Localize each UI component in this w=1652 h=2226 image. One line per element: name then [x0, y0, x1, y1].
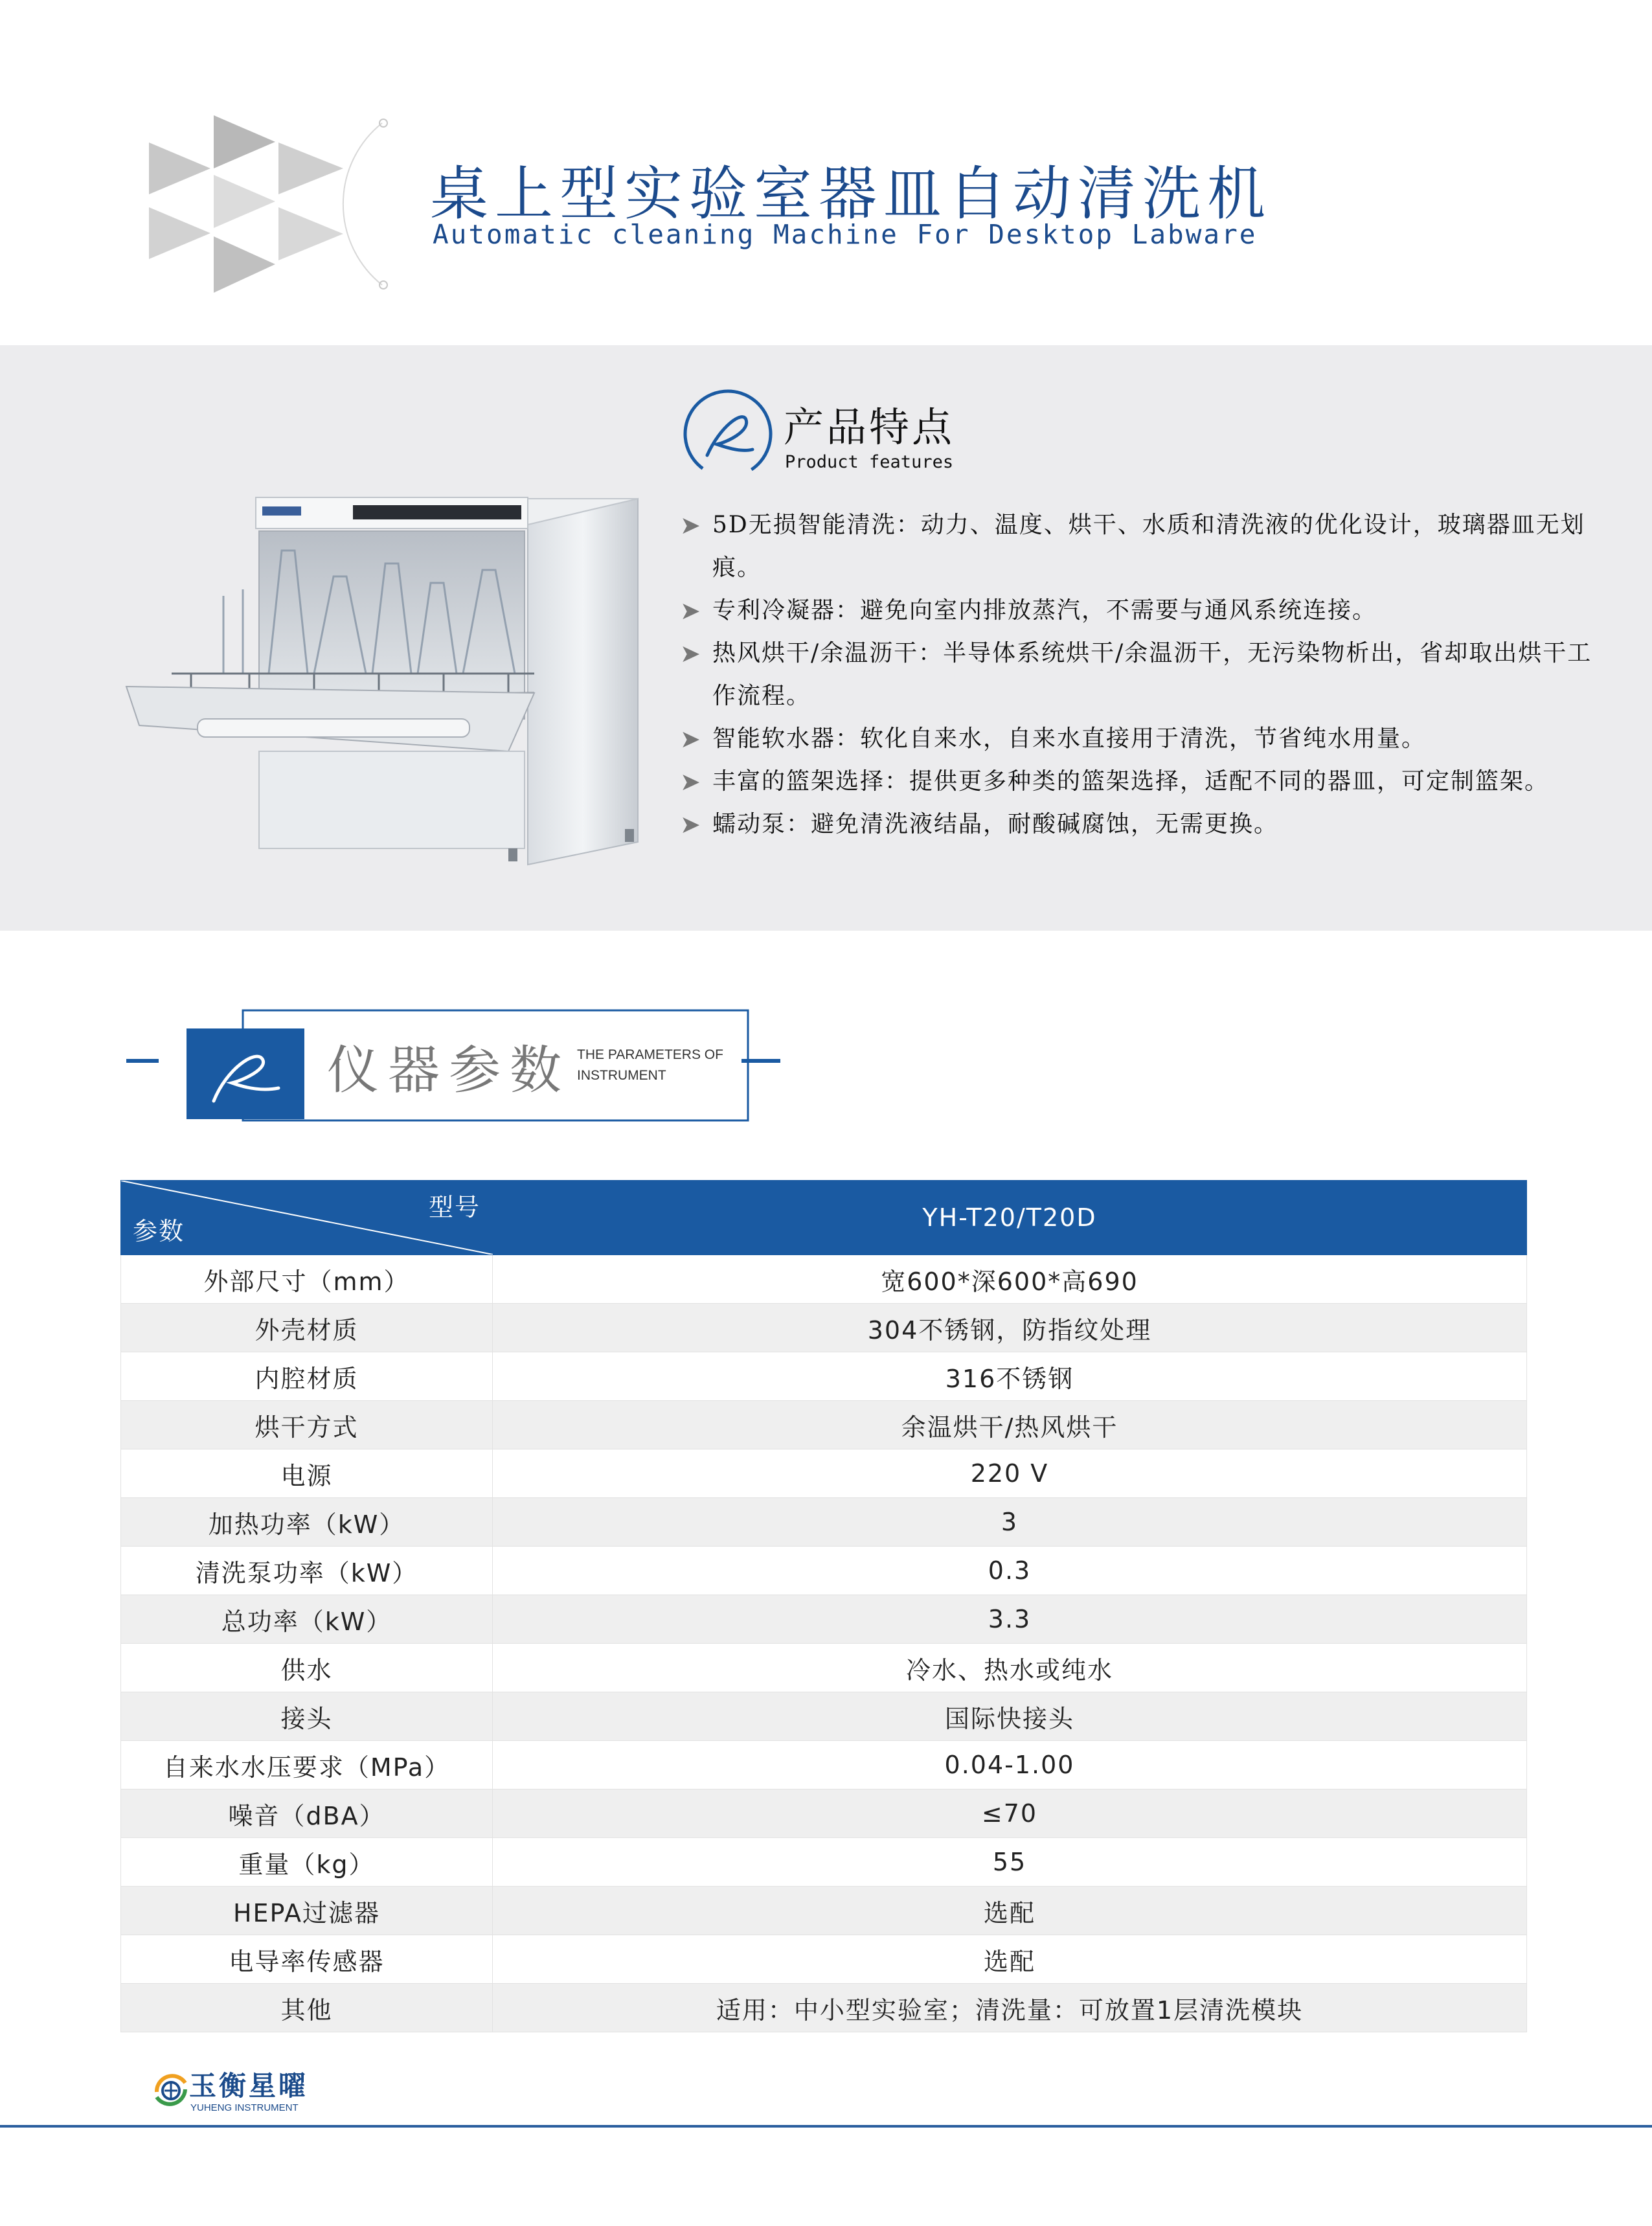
page-subtitle-en: Automatic cleaning Machine For Desktop Labware — [433, 219, 1258, 250]
table-row — [121, 1935, 1527, 1984]
row-label: 电导率传感器 — [121, 1935, 493, 1984]
table-header-model: YH-T20/T20D — [493, 1181, 1527, 1255]
row-label: 自来水水压要求（MPa） — [121, 1741, 493, 1789]
row-value: 0.3 — [493, 1547, 1527, 1595]
page-title: 桌上型实验室器皿自动清洗机 — [430, 160, 1272, 228]
row-label: 电源 — [121, 1449, 493, 1498]
row-label: 其他 — [121, 1984, 493, 2032]
product-image — [120, 479, 657, 868]
row-label: 噪音（dBA） — [121, 1789, 493, 1838]
row-value: 适用：中小型实验室；清洗量：可放置1层清洗模块 — [493, 1984, 1527, 2032]
row-value: 冷水、热水或纯水 — [493, 1644, 1527, 1692]
list-item: ➤ 丰富的篮架选择：提供更多种类的篮架选择，适配不同的器皿，可定制篮架。 — [680, 760, 1612, 803]
row-label: 重量（kg） — [121, 1838, 493, 1887]
table-row — [121, 1449, 1527, 1498]
header-model-label: 型号 — [428, 1193, 481, 1221]
table-row — [121, 1255, 1527, 1304]
row-label: 加热功率（kW） — [121, 1498, 493, 1547]
row-label: HEPA过滤器 — [121, 1887, 493, 1935]
table-row — [121, 1498, 1527, 1547]
row-label: 外壳材质 — [121, 1304, 493, 1352]
table-row — [121, 1644, 1527, 1692]
row-value: 选配 — [493, 1887, 1527, 1935]
table-row — [121, 1984, 1527, 2032]
row-value: 3 — [493, 1498, 1527, 1547]
row-value: 余温烘干/热风烘干 — [493, 1401, 1527, 1449]
table-row — [121, 1741, 1527, 1789]
row-value: 3.3 — [493, 1595, 1527, 1644]
features-title-en: Product features — [785, 452, 954, 472]
footer-divider — [0, 2125, 1652, 2128]
row-value: 国际快接头 — [493, 1692, 1527, 1741]
row-label: 内腔材质 — [121, 1352, 493, 1401]
table-header-row — [121, 1181, 1527, 1255]
row-value: 宽600*深600*高690 — [493, 1255, 1527, 1304]
arrow-right-icon: ➤ — [680, 596, 702, 625]
table-row — [121, 1547, 1527, 1595]
table-row — [121, 1692, 1527, 1741]
table-row — [121, 1595, 1527, 1644]
table-row — [121, 1838, 1527, 1887]
table-row — [121, 1887, 1527, 1935]
header-triangle-decoration — [149, 110, 421, 298]
arrow-right-icon: ➤ — [680, 810, 702, 839]
row-value: 304不锈钢，防指纹处理 — [493, 1304, 1527, 1352]
spec-table — [120, 1180, 1527, 2032]
arrow-right-icon: ➤ — [680, 725, 702, 753]
table-row — [121, 1789, 1527, 1838]
table-row — [121, 1352, 1527, 1401]
row-value: 0.04-1.00 — [493, 1741, 1527, 1789]
company-name-en: YUHENG INSTRUMENT — [190, 2102, 299, 2113]
row-label: 总功率（kW） — [121, 1595, 493, 1644]
row-label: 外部尺寸（mm） — [121, 1255, 493, 1304]
row-value: 316不锈钢 — [493, 1352, 1527, 1401]
row-label: 供水 — [121, 1644, 493, 1692]
row-value: 220 V — [493, 1449, 1527, 1498]
row-label: 接头 — [121, 1692, 493, 1741]
list-item: ➤ 蠕动泵：避免清洗液结晶，耐酸碱腐蚀，无需更换。 — [680, 803, 1612, 846]
row-value: 选配 — [493, 1935, 1527, 1984]
row-value: ≤70 — [493, 1789, 1527, 1838]
row-label: 烘干方式 — [121, 1401, 493, 1449]
features-title: 产品特点 — [784, 403, 955, 451]
row-label: 清洗泵功率（kW） — [121, 1547, 493, 1595]
params-heading-en: THE PARAMETERS OF INSTRUMENT — [577, 1047, 723, 1083]
table-row — [121, 1304, 1527, 1352]
arrow-right-icon: ➤ — [680, 767, 702, 796]
list-item: ➤ 专利冷凝器：避免向室内排放蒸汽，不需要与通风系统连接。 — [680, 589, 1612, 632]
arrow-right-icon: ➤ — [680, 639, 702, 668]
params-heading: 仪器参数 — [327, 1040, 571, 1100]
header-param-label: 参数 — [133, 1217, 185, 1245]
list-item: ➤ 智能软水器：软化自来水，自来水直接用于清洗，节省纯水用量。 — [680, 718, 1612, 760]
table-header-param — [121, 1181, 493, 1255]
row-value: 55 — [493, 1838, 1527, 1887]
feature-list — [680, 504, 1612, 846]
arrow-right-icon: ➤ — [680, 511, 702, 539]
company-name: 玉衡星曜 — [189, 2070, 309, 2102]
features-logo-icon — [681, 387, 775, 481]
company-logo-icon — [150, 2063, 192, 2114]
list-item: ➤ 热风烘干/余温沥干：半导体系统烘干/余温沥干，无污染物析出，省却取出烘干工作流程。 — [680, 632, 1612, 718]
table-row — [121, 1401, 1527, 1449]
list-item: ➤ 5D无损智能清洗：动力、温度、烘干、水质和清洗液的优化设计，玻璃器皿无划痕。 — [680, 504, 1612, 589]
